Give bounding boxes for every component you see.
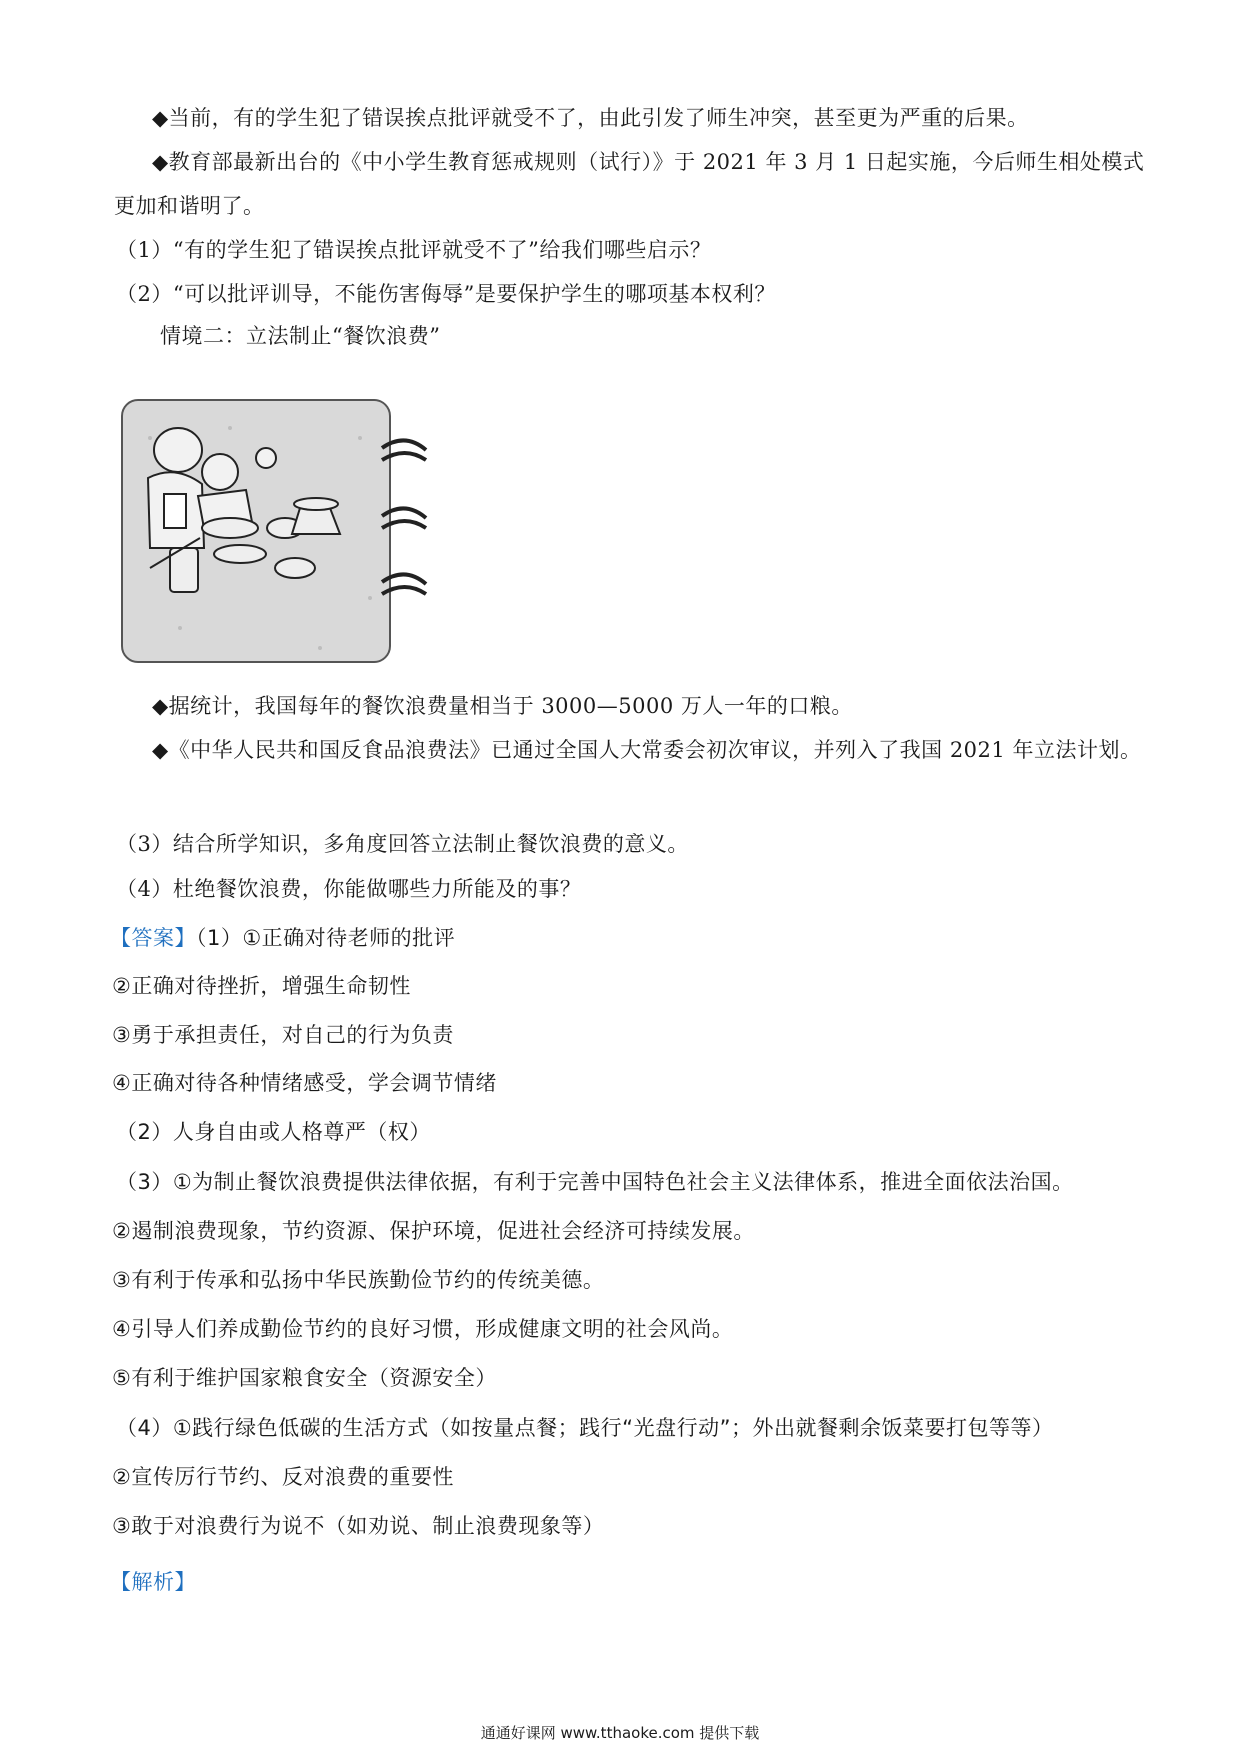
question-3: （3）结合所学知识，多角度回答立法制止餐饮浪费的意义。 (116, 832, 689, 856)
answer-3-line-5: ⑤有利于维护国家粮食安全（资源安全） (112, 1366, 497, 1390)
question-2: （2）“可以批评训导，不能伤害侮辱”是要保护学生的哪项基本权利？ (116, 282, 776, 306)
context-bullet-2-line-1: ◆教育部最新出台的《中小学生教育惩戒规则（试行）》于 2021 年 3 月 1 日起实施，今后师生相处模式 (152, 150, 1145, 174)
answer-4-line-3: ③敢于对浪费行为说不（如劝说、制止浪费现象等） (112, 1514, 605, 1538)
answer-3-line-1: （3）①为制止餐饮浪费提供法律依据，有利于完善中国特色社会主义法律体系，推进全面依法治国。 (116, 1170, 1074, 1194)
analysis-label: 【解析】 (110, 1570, 196, 1594)
answer-1-line-3: ③勇于承担责任，对自己的行为负责 (112, 1023, 454, 1047)
answer-4-line-2: ②宣传厉行节约、反对浪费的重要性 (112, 1465, 454, 1489)
question-4: （4）杜绝餐饮浪费，你能做哪些力所能及的事？ (116, 877, 582, 901)
fact-2: ◆《中华人民共和国反食品浪费法》已通过全国人大常委会初次审议，并列入了我国 2021 年立法计划。 (152, 738, 1142, 762)
answer-1-line-4: ④正确对待各种情绪感受，学会调节情绪 (112, 1071, 497, 1095)
answer-first-line (110, 924, 455, 952)
footer-source: 通通好课网 www.tthaoke.com 提供下载 (480, 1724, 760, 1742)
context-bullet-1: ◆当前，有的学生犯了错误挨点批评就受不了，由此引发了师生冲突，甚至更为严重的后果。 (152, 106, 1029, 130)
question-1: （1）“有的学生犯了错误挨点批评就受不了”给我们哪些启示？ (116, 238, 712, 262)
answer-4-line-1: （4）①践行绿色低碳的生活方式（如按量点餐；践行“光盘行动”；外出就餐剩余饭菜要打包等等） (116, 1416, 1054, 1440)
answer-1-line-1: （1）①正确对待老师的批评 (196, 926, 456, 950)
context-bullet-2-line-2: 更加和谐明了。 (114, 194, 265, 218)
answer-2: （2）人身自由或人格尊严（权） (116, 1120, 431, 1144)
answer-3-line-4: ④引导人们养成勤俭节约的良好习惯，形成健康文明的社会风尚。 (112, 1317, 734, 1341)
answer-3-line-2: ②遏制浪费现象，节约资源、保护环境，促进社会经济可持续发展。 (112, 1219, 755, 1243)
answer-3-line-3: ③有利于传承和弘扬中华民族勤俭节约的传统美德。 (112, 1268, 605, 1292)
answer-label: 【答案】 (110, 926, 196, 950)
scenario-2-title: 情境二：立法制止“餐饮浪费” (160, 324, 441, 348)
fact-1: ◆据统计，我国每年的餐饮浪费量相当于 3000—5000 万人一年的口粮。 (152, 694, 853, 718)
food-waste-illustration (120, 398, 442, 666)
answer-1-line-2: ②正确对待挫折，增强生命韧性 (112, 974, 411, 998)
